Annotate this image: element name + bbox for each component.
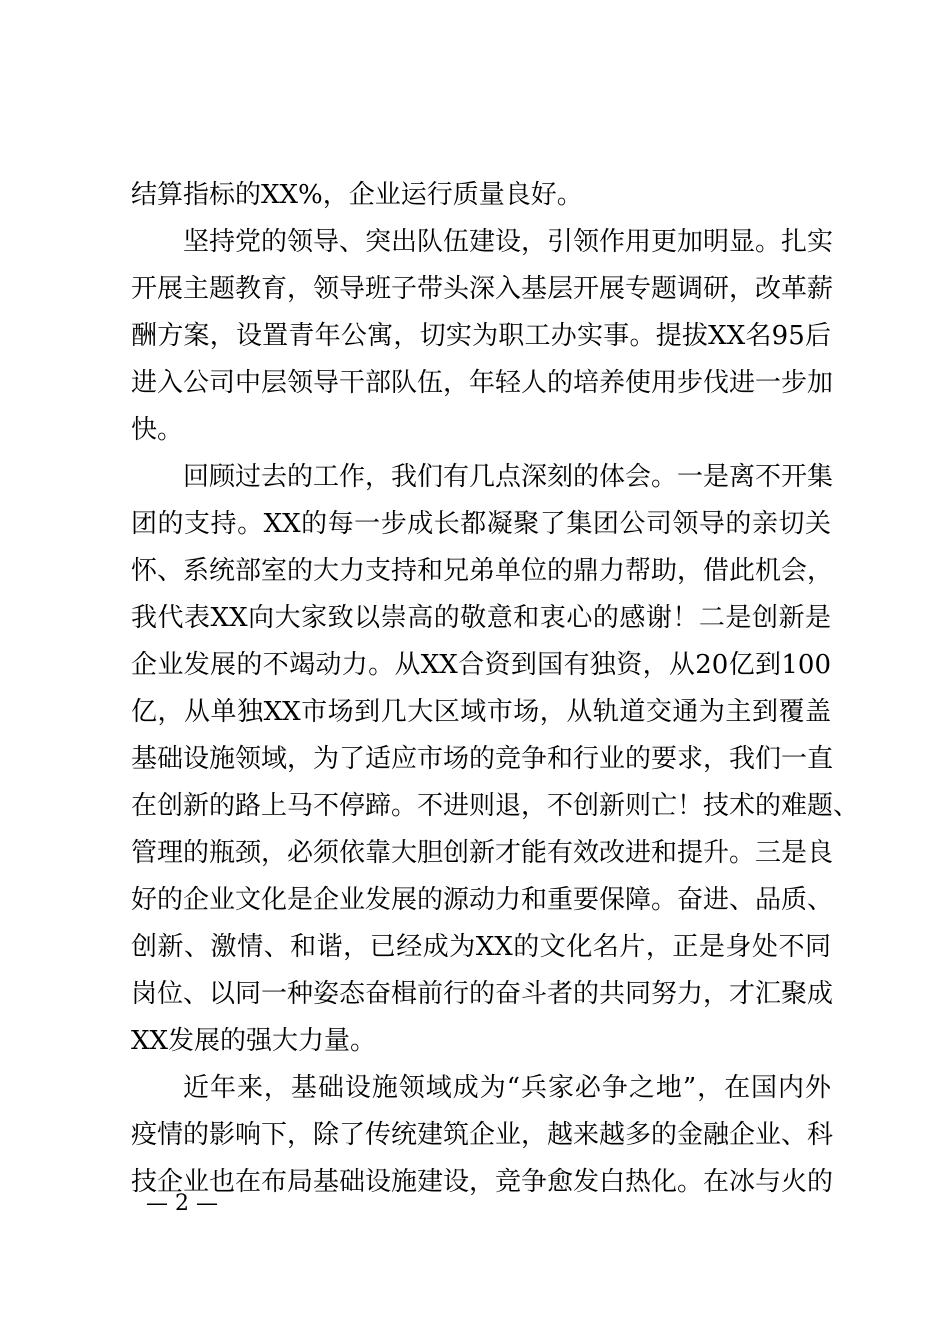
text-line: 团的支持。XX的每一步成长都凝聚了集团公司领导的亲切关 bbox=[131, 509, 831, 539]
text-line: 我代表XX向大家致以崇高的敬意和衷心的感谢！二是创新是 bbox=[131, 603, 831, 633]
paragraph-first-line: 近年来，基础设施领域成为“兵家必争之地”，在国内外 bbox=[183, 1073, 831, 1103]
text-line: 基础设施领域，为了适应市场的竞争和行业的要求，我们一直 bbox=[131, 744, 834, 774]
text-line: 进入公司中层领导干部队伍，年轻人的培养使用步伐进一步加 bbox=[131, 368, 834, 398]
page-number: — 2 — bbox=[146, 1191, 218, 1216]
text-line: 企业发展的不竭动力。从XX合资到国有独资，从20亿到100 bbox=[131, 650, 831, 680]
text-line: 疫情的影响下，除了传统建筑企业，越来越多的金融企业、科 bbox=[131, 1120, 834, 1150]
text-line: 开展主题教育，领导班子带头深入基层开展专题调研，改革薪 bbox=[131, 274, 834, 304]
text-line: 岗位、以同一种姿态奋楫前行的奋斗者的共同努力，才汇聚成 bbox=[131, 979, 834, 1009]
text-line: 好的企业文化是企业发展的源动力和重要保障。奋进、品质、 bbox=[131, 885, 834, 915]
text-line: 结算指标的XX%，企业运行质量良好。 bbox=[131, 180, 583, 210]
text-line: 亿，从单独XX市场到几大区域市场，从轨道交通为主到覆盖 bbox=[131, 697, 831, 727]
text-line: 怀、系统部室的大力支持和兄弟单位的鼎力帮助，借此机会， bbox=[131, 556, 834, 586]
text-line: 技企业也在布局基础设施建设，竞争愈发白热化。在冰与火的 bbox=[131, 1167, 834, 1197]
text-line: XX发展的强大力量。 bbox=[131, 1026, 377, 1056]
text-line: 在创新的路上马不停蹄。不进则退，不创新则亡！技术的难题、 bbox=[131, 791, 860, 821]
text-line: 快。 bbox=[131, 415, 184, 445]
text-line: 酬方案，设置青年公寓，切实为职工办实事。提拔XX名95后 bbox=[131, 321, 831, 351]
paragraph-first-line: 回顾过去的工作，我们有几点深刻的体会。一是离不开集 bbox=[183, 462, 834, 492]
text-line: 管理的瓶颈，必须依靠大胆创新才能有效改进和提升。三是良 bbox=[131, 838, 834, 868]
text-line: 创新、激情、和谐，已经成为XX的文化名片，正是身处不同 bbox=[131, 932, 831, 962]
paragraph-first-line: 坚持党的领导、突出队伍建设，引领作用更加明显。扎实 bbox=[183, 227, 834, 257]
